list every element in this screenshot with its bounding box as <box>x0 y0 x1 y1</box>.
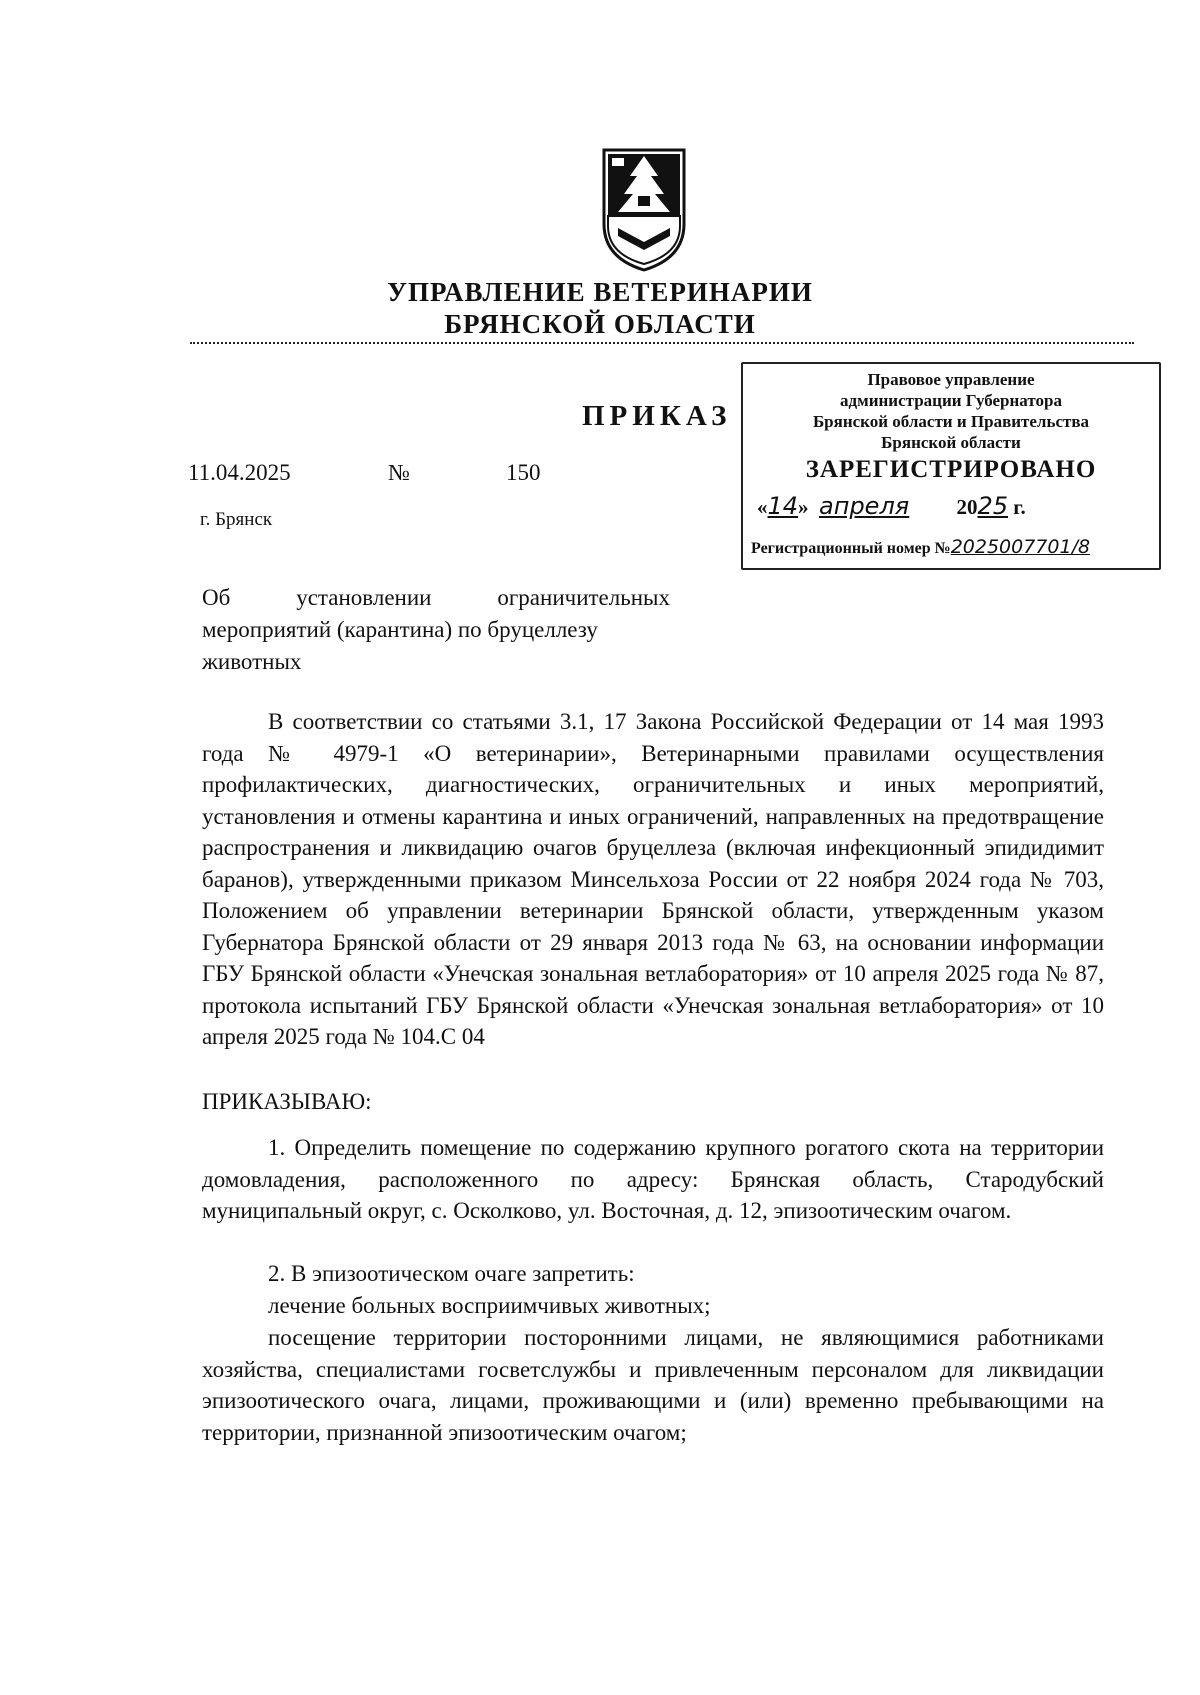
title-line3: животных <box>202 649 302 674</box>
stamp-registration-number-line <box>751 536 1155 558</box>
stamp-month: апреля <box>819 492 910 520</box>
stamp-year-prefix: 20 <box>956 495 978 519</box>
organization-name-line1: УПРАВЛЕНИЕ ВЕТЕРИНАРИИ <box>387 277 813 307</box>
order-word: ПРИКАЗЫВАЮ: <box>202 1089 372 1114</box>
stamp-date-line: «14» апреля 2025 г. <box>757 492 1026 520</box>
stamp-year-suffix: 25 <box>977 492 1009 520</box>
header-divider <box>190 342 1134 344</box>
organization-name-line2: БРЯНСКОЙ ОБЛАСТИ <box>444 309 756 339</box>
coat-of-arms-emblem <box>598 146 690 274</box>
item-2-visit-ban: посещение территории посторонними лицами, не являющимися работниками хозяйства, специалистами госветслужбы и привлеченным персоналом для ликвидации эпизоотического очага, лицами, проживающими и (или) временно пребывающими на территории, признанной эпизоотическим очагом; <box>202 1325 1104 1445</box>
stamp-registered: ЗАРЕГИСТРИРОВАНО <box>805 456 1097 483</box>
stamp-line1: Правовое управление <box>867 370 1035 389</box>
item-2: 2. В эпизоотическом очаге запретить: <box>268 1261 635 1286</box>
preamble-paragraph: В соответствии со статьями 3.1, 17 Закона Российской Федерации от 14 мая 1993 года № 4979-1 «О ветеринарии», Ветеринарными правилами осуществления профилактических, диагностических, ограничительных и иных мероприятий, установления и отмены карантина и иных ограничений, направленных на предотвращение распространения и ликвидацию очагов бруцеллеза (включая инфекционный эпидидимит баранов), утвержденными приказом Минсельхоза России от 22 ноября 2024 года № 703, Положением об управлении ветеринарии Брянской области, утвержденным указом Губернатора Брянской области от 29 января 2013 года № 63, на основании информации ГБУ Брянской области «Унечская зональная ветлаборатория» от 10 апреля 2025 года № 87, протокола испытаний ГБУ Брянской области «Унечская зональная ветлаборатория» от 10 апреля 2025 года № 104.С 04 <box>202 709 1104 1049</box>
registration-stamp <box>741 362 1161 570</box>
document-number: 150 <box>506 460 541 485</box>
item-1: 1. Определить помещение по содержанию крупного рогатого скота на территории домовладения, расположенного по адресу: Брянская область, Стародубский муниципальный округ, с. Осколково, ул. Восточная, д. 12, эпизоотическим очагом. <box>202 1135 1104 1223</box>
item-2-treatment-ban: лечение больных восприимчивых животных; <box>268 1293 711 1318</box>
document-city: г. Брянск <box>200 509 273 530</box>
stamp-line4: Брянской области <box>881 433 1021 452</box>
stamp-line3: Брянской области и Правительства <box>812 412 1090 431</box>
stamp-year-unit: г. <box>1013 495 1026 519</box>
document-type: ПРИКАЗ <box>582 400 732 432</box>
stamp-reg-number: 2025007701/8 <box>950 536 1091 558</box>
stamp-reg-label: Регистрационный номер № <box>751 540 951 557</box>
document-date: 11.04.2025 <box>188 460 291 485</box>
number-sign: № <box>388 460 410 485</box>
stamp-line2: администрации Губернатора <box>840 391 1062 410</box>
stamp-day: 14 <box>767 492 799 520</box>
document-title <box>202 582 670 678</box>
title-line2: мероприятий (карантина) по бруцеллезу <box>202 617 598 642</box>
title-line1: Об установлении ограничительных <box>202 585 670 610</box>
